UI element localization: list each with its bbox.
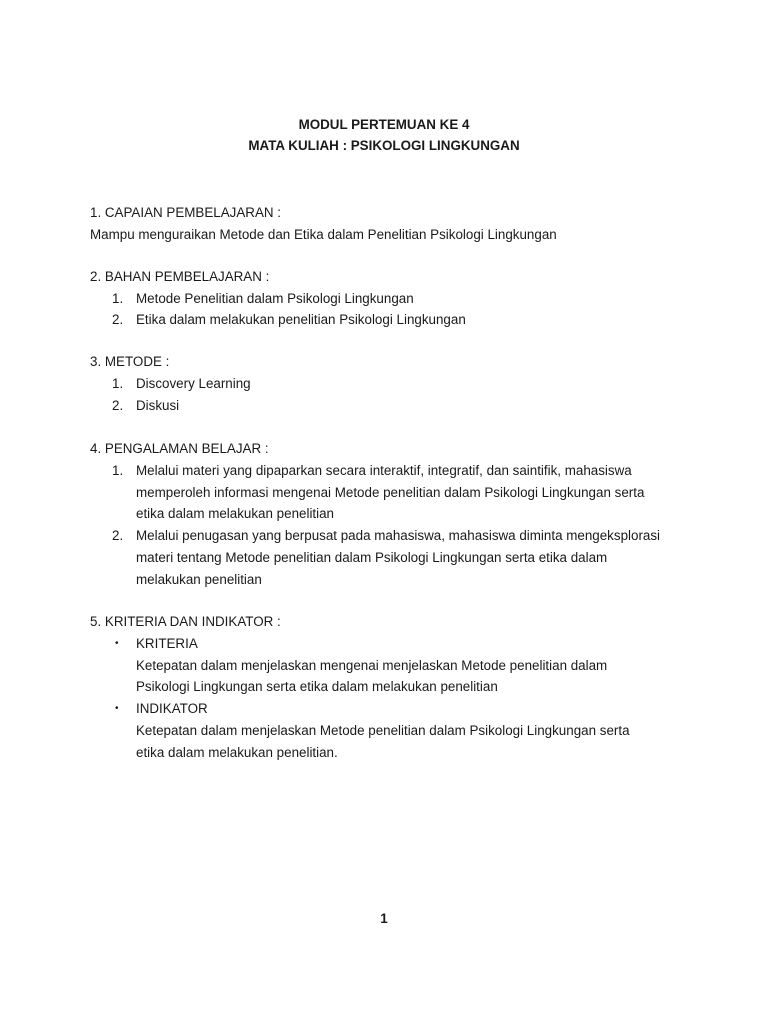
list-number: 1. xyxy=(112,462,124,478)
list-item-line: Melalui penugasan yang berpusat pada mahasiswa, mahasiswa diminta mengeksplorasi xyxy=(136,528,661,544)
page-number: 1 xyxy=(380,911,388,926)
list-item-indikator xyxy=(90,698,690,763)
list-item-line: Psikologi Lingkungan serta etika dalam melakukan penelitian xyxy=(136,679,498,695)
list-number: 2. xyxy=(112,397,124,413)
course-title: MATA KULIAH : PSIKOLOGI LINGKUNGAN xyxy=(248,138,520,153)
list-item-text: Diskusi xyxy=(136,397,180,413)
list-item xyxy=(90,460,690,525)
list-item-line: materi tentang Metode penelitian dalam Psikologi Lingkungan serta etika dalam xyxy=(136,549,608,565)
section-metode xyxy=(90,351,690,416)
list-item xyxy=(90,395,690,417)
criteria-list xyxy=(90,633,690,764)
list-item-line: etika dalam melakukan penelitian. xyxy=(136,744,338,760)
list-item xyxy=(90,288,690,310)
list-item-line: Ketepatan dalam menjelaskan Metode penelitian dalam Psikologi Lingkungan serta xyxy=(136,722,630,738)
methods-list xyxy=(90,373,690,417)
list-item-text: Metode Penelitian dalam Psikologi Lingkungan xyxy=(136,290,414,306)
list-item-text: Etika dalam melakukan penelitian Psikologi Lingkungan xyxy=(136,311,466,327)
list-item-line: etika dalam melakukan penelitian xyxy=(136,506,335,522)
section-heading: 1. CAPAIAN PEMBELAJARAN : xyxy=(90,205,281,220)
section-bahan-pembelajaran xyxy=(90,266,690,330)
section-text: Mampu menguraikan Metode dan Etika dalam Penelitian Psikologi Lingkungan xyxy=(90,226,557,242)
list-number: 1. xyxy=(112,375,124,391)
list-item xyxy=(90,309,690,331)
section-heading: 4. PENGALAMAN BELAJAR : xyxy=(90,441,269,456)
section-heading: 5. KRITERIA DAN INDIKATOR : xyxy=(90,614,281,629)
list-item-line: Ketepatan dalam menjelaskan mengenai menjelaskan Metode penelitian dalam xyxy=(136,657,608,673)
list-item-line: Melalui materi yang dipaparkan secara interaktif, integratif, dan saintifik, mahasiswa xyxy=(136,462,632,478)
list-item-kriteria xyxy=(90,633,690,698)
list-number: 2. xyxy=(112,528,124,544)
bullet-icon: • xyxy=(115,703,119,715)
section-heading: 3. METODE : xyxy=(90,354,170,369)
section-kriteria-indikator xyxy=(90,611,690,764)
indicator-label: INDIKATOR xyxy=(136,701,208,717)
bullet-icon: • xyxy=(115,637,119,649)
list-number: 1. xyxy=(112,290,124,306)
learning-experience-list xyxy=(90,460,690,591)
document-title: MODUL PERTEMUAN KE 4 xyxy=(298,117,470,132)
list-item-line: melakukan penelitian xyxy=(136,571,262,587)
list-item-text: Discovery Learning xyxy=(136,375,251,391)
materials-list xyxy=(90,288,690,331)
section-capaian-pembelajaran xyxy=(90,202,690,246)
list-item-line: memperoleh informasi mengenai Metode penelitian dalam Psikologi Lingkungan serta xyxy=(136,484,645,500)
list-item xyxy=(90,525,690,590)
criteria-label: KRITERIA xyxy=(136,635,198,651)
list-number: 2. xyxy=(112,311,124,327)
list-item xyxy=(90,373,690,395)
section-pengalaman-belajar xyxy=(90,438,690,591)
section-heading: 2. BAHAN PEMBELAJARAN : xyxy=(90,269,270,284)
